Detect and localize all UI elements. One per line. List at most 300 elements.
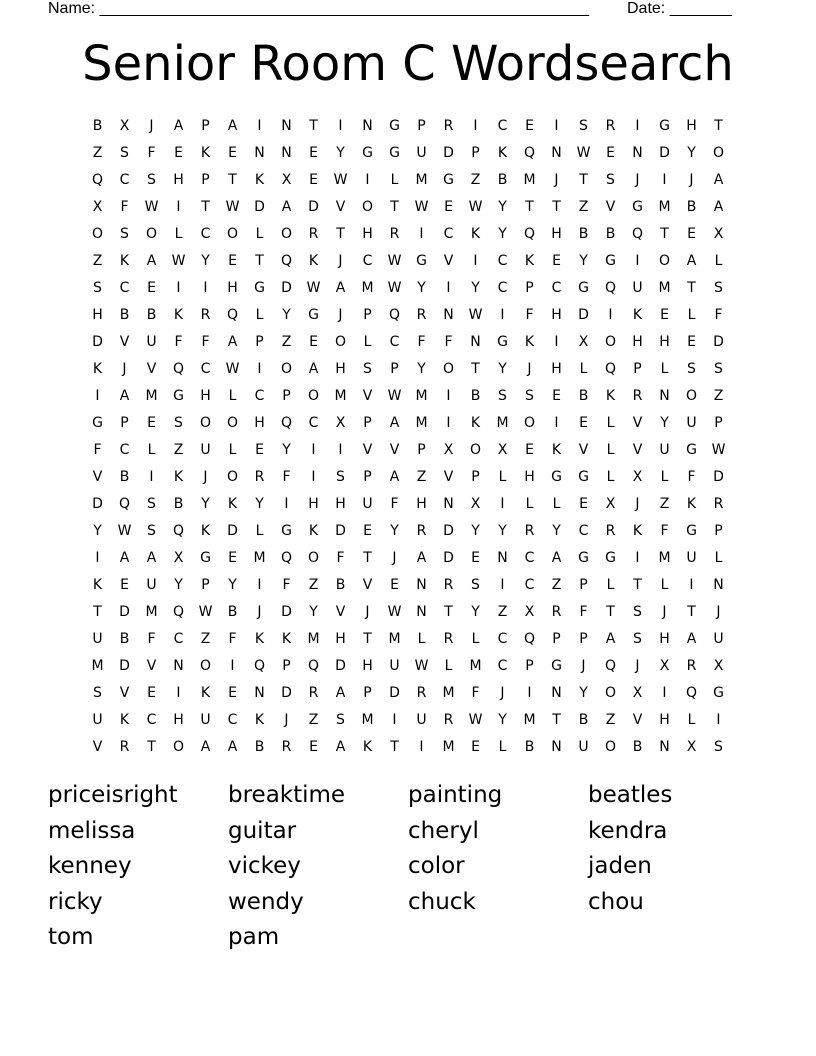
grid-letter: P (201, 577, 210, 593)
grid-letter: C (443, 226, 454, 242)
grid-letter: K (200, 685, 211, 701)
grid-letter: P (471, 469, 480, 485)
grid-letter: F (687, 469, 696, 485)
grid-letter: E (228, 253, 237, 269)
grid-letter: B (578, 388, 589, 404)
grid-letter: W (576, 145, 591, 161)
grid-letter: F (471, 685, 480, 701)
grid-letter: Q (172, 523, 185, 539)
grid-letter: I (554, 415, 559, 431)
grid-letter: K (254, 631, 265, 647)
grid-letter: V (335, 199, 346, 215)
grid-letter: K (524, 334, 535, 350)
grid-letter: W (117, 523, 132, 539)
grid-letter: E (552, 253, 561, 269)
grid-letter: W (711, 442, 726, 458)
grid-letter: J (203, 469, 208, 485)
grid-letter: P (525, 280, 534, 296)
grid-letter: S (687, 361, 696, 377)
grid-letter: W (225, 361, 240, 377)
grid-letter: P (201, 172, 210, 188)
grid-letter: D (659, 145, 670, 161)
grid-letter: X (632, 469, 643, 485)
grid-letter: A (146, 550, 157, 566)
grid-letter: I (446, 415, 451, 431)
grid-letter: I (176, 199, 181, 215)
grid-letter: U (200, 712, 211, 728)
grid-letter: N (659, 739, 670, 755)
grid-letter: Y (552, 523, 561, 539)
word-list-item: painting (408, 782, 503, 808)
grid-letter: A (146, 253, 157, 269)
grid-letter: V (362, 388, 373, 404)
grid-letter: L (660, 361, 669, 377)
grid-letter: B (524, 739, 535, 755)
grid-letter: O (685, 388, 698, 404)
grid-letter: O (361, 199, 374, 215)
grid-letter: M (91, 658, 104, 674)
grid-letter: B (632, 739, 643, 755)
grid-letter: F (174, 334, 183, 350)
grid-letter: X (713, 226, 724, 242)
grid-letter: O (442, 361, 455, 377)
grid-letter: K (200, 523, 211, 539)
grid-letter: O (91, 226, 104, 242)
grid-letter: P (363, 685, 372, 701)
grid-letter: L (525, 496, 534, 512)
grid-letter: G (389, 145, 400, 161)
grid-letter: C (497, 631, 508, 647)
worksheet-header (48, 0, 748, 20)
grid-letter: C (146, 712, 157, 728)
grid-letter: R (551, 604, 562, 620)
grid-letter: Q (307, 658, 320, 674)
letter-grid (84, 113, 732, 761)
grid-letter: I (338, 442, 343, 458)
page-title: Senior Room C Wordsearch (82, 36, 734, 92)
grid-letter: Z (470, 172, 481, 188)
grid-letter: U (416, 712, 427, 728)
grid-letter: T (336, 226, 345, 242)
grid-letter: E (660, 307, 669, 323)
grid-letter: A (605, 631, 616, 647)
grid-letter: I (662, 685, 667, 701)
grid-letter: I (473, 253, 478, 269)
grid-letter: H (686, 118, 697, 134)
grid-letter: N (443, 307, 454, 323)
grid-letter: R (713, 496, 724, 512)
grid-letter: W (387, 280, 402, 296)
grid-letter: D (92, 334, 103, 350)
grid-letter: S (471, 577, 480, 593)
grid-letter: S (120, 226, 129, 242)
grid-letter: C (119, 172, 130, 188)
grid-letter: G (497, 334, 508, 350)
grid-letter: F (282, 577, 291, 593)
grid-letter: V (362, 442, 373, 458)
word-list-item: wendy (228, 888, 304, 915)
grid-letter: P (633, 361, 642, 377)
grid-letter: Q (226, 307, 239, 323)
grid-letter: Q (523, 226, 536, 242)
word-list-item: guitar (228, 817, 297, 844)
grid-letter: J (284, 712, 289, 728)
grid-letter: P (201, 118, 210, 134)
grid-letter: S (363, 361, 372, 377)
grid-letter: V (92, 469, 103, 485)
grid-letter: I (257, 118, 262, 134)
grid-letter: A (686, 631, 697, 647)
grid-letter: R (443, 577, 454, 593)
grid-letter: K (362, 739, 373, 755)
grid-letter: Z (713, 388, 724, 404)
grid-letter: L (417, 631, 426, 647)
grid-letter: J (500, 685, 505, 701)
grid-letter: Z (200, 631, 211, 647)
grid-letter: A (227, 334, 238, 350)
grid-letter: V (443, 253, 454, 269)
grid-letter: G (686, 523, 697, 539)
grid-letter: K (119, 253, 130, 269)
grid-letter: G (389, 118, 400, 134)
grid-letter: D (227, 523, 238, 539)
grid-letter: R (119, 739, 130, 755)
grid-letter: C (200, 226, 211, 242)
grid-letter: G (92, 415, 103, 431)
grid-letter: C (497, 118, 508, 134)
grid-letter: G (200, 550, 211, 566)
grid-letter: N (713, 577, 724, 593)
grid-letter: G (578, 550, 589, 566)
grid-letter: M (334, 388, 347, 404)
grid-letter: K (227, 496, 238, 512)
grid-letter: K (92, 361, 103, 377)
grid-letter: H (173, 172, 184, 188)
grid-letter: E (525, 118, 534, 134)
grid-letter: I (365, 172, 370, 188)
grid-letter: K (254, 172, 265, 188)
grid-letter: C (578, 523, 589, 539)
grid-letter: Z (92, 253, 103, 269)
grid-letter: S (606, 172, 615, 188)
grid-letter: I (635, 118, 640, 134)
grid-letter: R (443, 631, 454, 647)
grid-letter: E (309, 739, 318, 755)
grid-letter: V (119, 685, 130, 701)
grid-letter: V (335, 604, 346, 620)
grid-letter: E (228, 685, 237, 701)
date-field-label: Date: _______ (627, 0, 732, 17)
grid-letter: U (92, 712, 103, 728)
grid-letter: B (605, 226, 616, 242)
grid-letter: T (363, 631, 372, 647)
grid-letter: R (254, 469, 265, 485)
grid-letter: L (255, 523, 264, 539)
grid-letter: E (552, 388, 561, 404)
grid-letter: E (444, 199, 453, 215)
grid-letter: I (419, 739, 424, 755)
grid-letter: L (606, 442, 615, 458)
grid-letter: P (417, 442, 426, 458)
grid-letter: L (147, 442, 156, 458)
grid-letter: I (662, 172, 667, 188)
word-list-item: ricky (48, 888, 103, 915)
grid-letter: D (443, 550, 454, 566)
grid-letter: X (524, 604, 535, 620)
grid-letter: U (200, 442, 211, 458)
grid-letter: E (687, 334, 696, 350)
grid-letter: J (635, 658, 640, 674)
grid-letter: A (389, 415, 400, 431)
grid-letter: D (119, 658, 130, 674)
word-list-item: jaden (588, 853, 652, 879)
grid-letter: F (390, 496, 399, 512)
grid-letter: I (500, 577, 505, 593)
grid-letter: L (714, 550, 723, 566)
grid-letter: M (469, 658, 482, 674)
grid-letter: S (120, 145, 129, 161)
grid-letter: C (254, 388, 265, 404)
grid-letter: J (392, 550, 397, 566)
grid-letter: D (335, 523, 346, 539)
grid-letter: Y (174, 577, 183, 593)
grid-letter: N (254, 685, 265, 701)
grid-letter: B (497, 172, 508, 188)
grid-letter: F (228, 631, 237, 647)
grid-letter: J (149, 118, 154, 134)
grid-letter: L (363, 334, 372, 350)
grid-letter: K (200, 145, 211, 161)
grid-letter: L (552, 496, 561, 512)
grid-letter: E (525, 442, 534, 458)
grid-letter: E (174, 145, 183, 161)
grid-letter: Y (498, 523, 507, 539)
grid-letter: D (308, 199, 319, 215)
grid-letter: E (228, 550, 237, 566)
grid-letter: B (686, 199, 697, 215)
grid-letter: N (443, 496, 454, 512)
grid-letter: K (470, 415, 481, 431)
grid-letter: Y (201, 496, 210, 512)
grid-letter: Z (308, 577, 319, 593)
grid-letter: C (497, 280, 508, 296)
grid-letter: M (658, 199, 671, 215)
grid-letter: A (119, 388, 130, 404)
grid-letter: A (335, 739, 346, 755)
grid-letter: Y (417, 280, 426, 296)
grid-letter: M (361, 280, 374, 296)
grid-letter: B (146, 307, 157, 323)
grid-letter: P (363, 469, 372, 485)
grid-letter: A (335, 280, 346, 296)
grid-letter: J (635, 172, 640, 188)
grid-letter: M (442, 739, 455, 755)
grid-letter: O (658, 253, 671, 269)
grid-letter: E (471, 739, 480, 755)
grid-letter: F (660, 523, 669, 539)
grid-letter: O (199, 415, 212, 431)
grid-letter: H (659, 631, 670, 647)
grid-letter: H (92, 307, 103, 323)
grid-letter: J (662, 604, 667, 620)
grid-letter: I (284, 496, 289, 512)
grid-letter: X (713, 658, 724, 674)
grid-letter: D (92, 496, 103, 512)
grid-letter: F (120, 199, 129, 215)
grid-letter: S (147, 172, 156, 188)
grid-letter: W (225, 199, 240, 215)
grid-letter: A (416, 550, 427, 566)
grid-letter: C (173, 631, 184, 647)
grid-letter: O (604, 334, 617, 350)
grid-letter: F (579, 604, 588, 620)
grid-letter: M (145, 388, 158, 404)
grid-letter: M (523, 712, 536, 728)
grid-letter: P (255, 334, 264, 350)
name-field-label: Name: _______________________________________________________ (48, 0, 589, 17)
grid-letter: O (712, 145, 725, 161)
grid-letter: O (226, 415, 239, 431)
grid-letter: Q (280, 415, 293, 431)
grid-letter: A (119, 550, 130, 566)
grid-letter: T (687, 280, 696, 296)
grid-letter: N (173, 658, 184, 674)
grid-letter: Z (551, 577, 562, 593)
grid-letter: P (390, 361, 399, 377)
grid-letter: E (579, 415, 588, 431)
grid-letter: P (714, 523, 723, 539)
grid-letter: Y (498, 199, 507, 215)
grid-letter: O (334, 334, 347, 350)
grid-letter: U (686, 415, 697, 431)
grid-letter: Y (498, 226, 507, 242)
grid-letter: A (227, 739, 238, 755)
grid-letter: K (686, 496, 697, 512)
word-list-item: kendra (588, 817, 668, 844)
grid-letter: I (176, 685, 181, 701)
grid-letter: G (173, 388, 184, 404)
grid-letter: G (416, 253, 427, 269)
grid-letter: O (604, 739, 617, 755)
grid-letter: H (659, 712, 670, 728)
grid-letter: V (632, 415, 643, 431)
grid-letter: Y (255, 496, 264, 512)
grid-letter: M (415, 388, 428, 404)
grid-letter: G (686, 442, 697, 458)
grid-letter: Y (228, 577, 237, 593)
grid-letter: B (254, 739, 265, 755)
grid-letter: D (713, 334, 724, 350)
grid-letter: J (554, 172, 559, 188)
grid-letter: F (147, 145, 156, 161)
grid-letter: V (146, 658, 157, 674)
grid-letter: H (551, 226, 562, 242)
grid-letter: H (551, 307, 562, 323)
grid-letter: L (660, 577, 669, 593)
grid-letter: X (659, 658, 670, 674)
grid-letter: R (200, 307, 211, 323)
grid-letter: H (659, 334, 670, 350)
grid-letter: L (228, 442, 237, 458)
grid-letter: W (468, 307, 483, 323)
grid-letter: I (95, 388, 100, 404)
grid-letter: K (632, 523, 643, 539)
grid-letter: G (578, 469, 589, 485)
grid-letter: U (659, 442, 670, 458)
grid-letter: T (633, 577, 642, 593)
grid-letter: D (713, 469, 724, 485)
grid-letter: A (713, 172, 724, 188)
grid-letter: H (200, 388, 211, 404)
grid-letter: O (280, 226, 293, 242)
grid-letter: H (173, 712, 184, 728)
grid-letter: L (228, 388, 237, 404)
grid-letter: J (689, 172, 694, 188)
grid-letter: Q (604, 658, 617, 674)
grid-letter: U (578, 739, 589, 755)
grid-letter: Z (578, 199, 589, 215)
grid-letter: G (254, 280, 265, 296)
grid-letter: A (686, 253, 697, 269)
grid-letter: W (468, 199, 483, 215)
grid-letter: I (203, 280, 208, 296)
grid-letter: E (390, 577, 399, 593)
grid-letter: Z (308, 712, 319, 728)
grid-letter: T (552, 199, 561, 215)
grid-letter: S (714, 280, 723, 296)
grid-letter: K (254, 712, 265, 728)
grid-letter: K (281, 631, 292, 647)
grid-letter: H (227, 280, 238, 296)
grid-letter: H (335, 496, 346, 512)
grid-letter: G (281, 523, 292, 539)
grid-letter: F (714, 307, 723, 323)
grid-letter: W (333, 172, 348, 188)
grid-letter: T (471, 361, 480, 377)
grid-letter: A (713, 199, 724, 215)
grid-letter: K (632, 307, 643, 323)
grid-letter: P (120, 415, 129, 431)
grid-letter: J (365, 604, 370, 620)
grid-letter: S (633, 604, 642, 620)
grid-letter: Y (471, 604, 480, 620)
grid-letter: I (608, 307, 613, 323)
grid-letter: D (281, 685, 292, 701)
grid-letter: Y (417, 361, 426, 377)
grid-letter: U (146, 577, 157, 593)
grid-letter: M (361, 712, 374, 728)
grid-letter: B (470, 388, 481, 404)
grid-letter: C (200, 361, 211, 377)
grid-letter: F (201, 334, 210, 350)
grid-letter: C (497, 658, 508, 674)
grid-letter: Y (282, 307, 291, 323)
grid-letter: N (632, 145, 643, 161)
grid-letter: G (659, 118, 670, 134)
grid-letter: P (579, 577, 588, 593)
grid-letter: H (335, 631, 346, 647)
grid-letter: K (551, 442, 562, 458)
grid-letter: S (93, 685, 102, 701)
grid-letter: W (414, 199, 429, 215)
grid-letter: M (496, 415, 509, 431)
grid-letter: Y (309, 604, 318, 620)
grid-letter: J (716, 604, 721, 620)
grid-letter: Y (579, 685, 588, 701)
grid-letter: C (497, 253, 508, 269)
grid-letter: D (443, 145, 454, 161)
grid-letter: R (686, 658, 697, 674)
